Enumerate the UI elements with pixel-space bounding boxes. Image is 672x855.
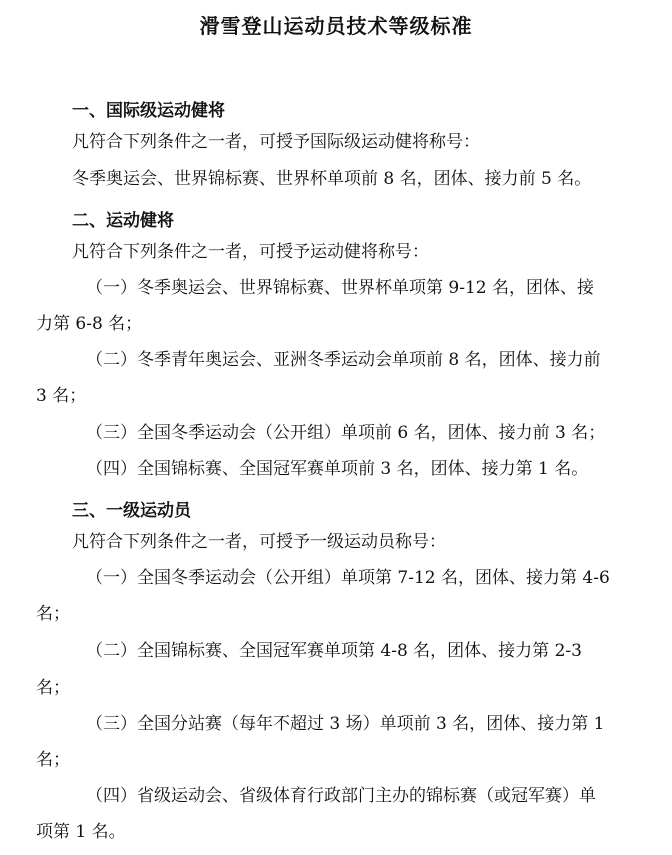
list-item-continuation: 名； xyxy=(36,750,70,770)
list-item-continuation: 3 名； xyxy=(36,386,87,406)
section-heading-master: 二、运动健将 xyxy=(72,211,174,231)
paragraph-line: 凡符合下列条件之一者，可授予一级运动员称号： xyxy=(72,532,446,552)
list-item-continuation: 项第 1 名。 xyxy=(36,822,126,842)
section-heading-international-master: 一、国际级运动健将 xyxy=(72,101,225,121)
list-item-continuation: 名； xyxy=(36,604,70,624)
list-item-line: （二）冬季青年奥运会、亚洲冬季运动会单项前 8 名，团体、接力前 xyxy=(86,350,601,370)
document-title: 滑雪登山运动员技术等级标准 xyxy=(199,14,473,38)
list-item-line: （一）全国冬季运动会（公开组）单项第 7-12 名，团体、接力第 4-6 xyxy=(86,568,610,588)
section-heading-first-class: 三、一级运动员 xyxy=(72,501,191,521)
list-item-continuation: 力第 6-8 名； xyxy=(36,314,143,334)
list-item-line: （三）全国冬季运动会（公开组）单项前 6 名，团体、接力前 3 名； xyxy=(86,423,606,443)
list-item-continuation: 名； xyxy=(36,678,70,698)
paragraph-line: 冬季奥运会、世界锦标赛、世界杯单项前 8 名，团体、接力前 5 名。 xyxy=(72,169,592,189)
list-item-line: （四）全国锦标赛、全国冠军赛单项前 3 名，团体、接力第 1 名。 xyxy=(86,459,589,479)
paragraph-line: 凡符合下列条件之一者，可授予运动健将称号： xyxy=(72,242,429,262)
list-item-line: （二）全国锦标赛、全国冠军赛单项第 4-8 名，团体、接力第 2-3 xyxy=(86,641,582,661)
list-item-line: （三）全国分站赛（每年不超过 3 场）单项前 3 名，团体、接力第 1 xyxy=(86,714,605,734)
list-item-line: （一）冬季奥运会、世界锦标赛、世界杯单项第 9-12 名，团体、接 xyxy=(86,278,594,298)
list-item-line: （四）省级运动会、省级体育行政部门主办的锦标赛（或冠军赛）单 xyxy=(86,786,596,806)
paragraph-line: 凡符合下列条件之一者，可授予国际级运动健将称号： xyxy=(72,132,480,152)
